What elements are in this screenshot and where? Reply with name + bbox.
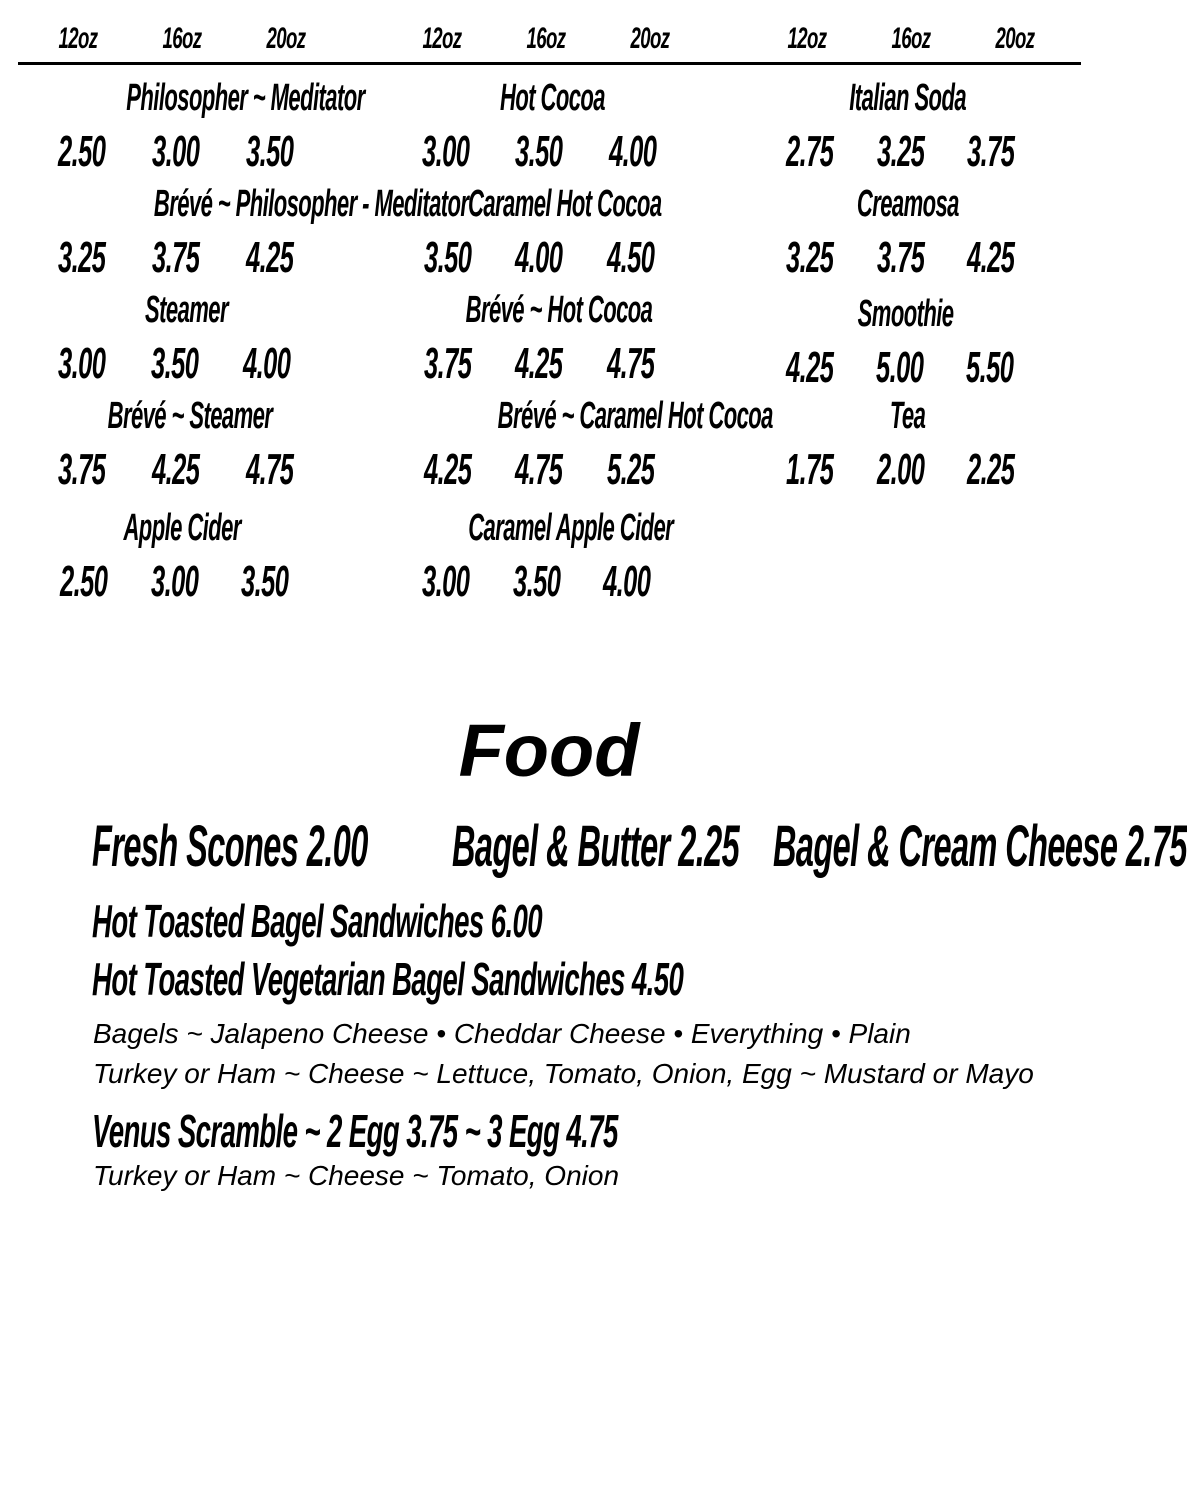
size-16oz: 16oz <box>526 22 566 55</box>
drink-prices <box>58 444 340 496</box>
drink-prices <box>786 444 1058 496</box>
price-20oz: 3.50 <box>241 557 289 606</box>
drink-prices <box>422 556 694 608</box>
drink-item <box>394 506 694 608</box>
price-20oz: 4.75 <box>246 445 294 494</box>
food-item-hot-bagel-sandwich: Hot Toasted Bagel Sandwiches 6.00 <box>92 895 543 947</box>
price-16oz: 3.00 <box>150 557 199 606</box>
price-12oz: 3.00 <box>58 339 106 388</box>
price-12oz: 4.25 <box>786 343 834 392</box>
drink-item <box>758 182 1058 284</box>
drink-prices <box>58 338 336 390</box>
drink-item <box>402 76 702 178</box>
drink-name: Apple Cider <box>123 507 241 549</box>
price-12oz: 3.25 <box>58 233 106 282</box>
bagel-fillings: Turkey or Ham ~ Cheese ~ Lettuce, Tomato, Onion, Egg ~ Mustard or Mayo <box>93 1058 1034 1089</box>
drink-item <box>398 288 698 390</box>
size-header-col1 <box>26 14 338 64</box>
price-20oz: 4.00 <box>603 557 651 606</box>
price-20oz: 5.25 <box>606 445 655 494</box>
price-12oz: 3.50 <box>424 233 472 282</box>
drink-name: Caramel Apple Cider <box>468 507 674 549</box>
size-20oz: 20oz <box>995 22 1035 55</box>
drink-prices <box>422 126 702 178</box>
drink-name: Steamer <box>144 289 228 331</box>
drink-name: Philosopher ~ Meditator <box>126 77 365 119</box>
price-12oz: 3.75 <box>424 339 472 388</box>
bagel-types: Bagels ~ Jalapeno Cheese • Cheddar Cheese • Everything • Plain <box>93 1018 911 1049</box>
price-16oz: 2.00 <box>876 445 925 494</box>
price-12oz: 3.25 <box>786 233 834 282</box>
drink-item <box>40 76 365 178</box>
price-12oz: 3.00 <box>422 127 470 176</box>
price-12oz: 3.00 <box>422 557 470 606</box>
drink-item <box>756 292 1056 394</box>
drink-item <box>36 288 336 390</box>
size-20oz: 20oz <box>266 22 306 55</box>
price-16oz: 3.50 <box>150 339 199 388</box>
drink-prices <box>424 338 698 390</box>
drink-item <box>758 394 1058 496</box>
price-16oz: 4.00 <box>515 233 563 282</box>
price-20oz: 4.25 <box>246 233 294 282</box>
drink-item <box>40 394 340 496</box>
food-item-bagel-butter: Bagel & Butter 2.25 <box>452 814 740 879</box>
size-16oz: 16oz <box>891 22 931 55</box>
size-header-col3 <box>755 14 1067 64</box>
price-12oz: 2.50 <box>58 127 106 176</box>
price-20oz: 3.75 <box>967 127 1015 176</box>
price-20oz: 3.50 <box>246 127 294 176</box>
price-16oz: 3.50 <box>512 557 561 606</box>
drink-prices <box>786 232 1058 284</box>
price-20oz: 4.75 <box>606 339 655 388</box>
drink-prices <box>424 444 698 496</box>
venus-fillings: Turkey or Ham ~ Cheese ~ Tomato, Onion <box>93 1160 620 1191</box>
drink-prices <box>424 232 698 284</box>
price-16oz: 4.25 <box>152 445 200 494</box>
food-item-venus-scramble: Venus Scramble ~ 2 Egg 3.75 ~ 3 Egg 4.75 <box>92 1105 618 1157</box>
price-20oz: 5.50 <box>966 343 1014 392</box>
price-12oz: 4.25 <box>424 445 472 494</box>
drink-name: Caramel Hot Cocoa <box>468 183 662 225</box>
price-12oz: 2.50 <box>60 557 108 606</box>
size-16oz: 16oz <box>162 22 202 55</box>
drink-item <box>398 394 773 496</box>
price-12oz: 3.75 <box>58 445 106 494</box>
drink-prices <box>786 126 1058 178</box>
drink-name: Smoothie <box>858 293 954 335</box>
price-20oz: 4.00 <box>243 339 291 388</box>
price-16oz: 3.25 <box>876 127 925 176</box>
drink-name: Brévé ~ Steamer <box>107 395 273 437</box>
price-12oz: 1.75 <box>786 445 834 494</box>
drink-name: Brévé ~ Hot Cocoa <box>465 289 653 331</box>
size-20oz: 20oz <box>630 22 670 55</box>
food-item-bagel-cream-cheese: Bagel & Cream Cheese 2.75 <box>773 814 1187 879</box>
drink-prices <box>60 556 332 608</box>
food-item-hot-veg-bagel-sandwich: Hot Toasted Vegetarian Bagel Sandwiches 4.50 <box>92 953 684 1005</box>
drink-name: Tea <box>890 395 926 437</box>
drink-prices <box>58 232 340 284</box>
price-16oz: 4.75 <box>515 445 563 494</box>
size-12oz: 12oz <box>58 22 98 55</box>
size-12oz: 12oz <box>787 22 827 55</box>
drink-item <box>758 76 1058 178</box>
drink-prices <box>58 126 340 178</box>
price-20oz: 4.00 <box>608 127 657 176</box>
drink-name: Creamosa <box>857 183 959 225</box>
drink-name: Hot Cocoa <box>499 77 605 119</box>
price-16oz: 3.75 <box>876 233 925 282</box>
size-12oz: 12oz <box>422 22 462 55</box>
price-12oz: 2.75 <box>786 127 834 176</box>
food-section-title: Food <box>458 709 640 792</box>
size-header-col2 <box>390 14 702 64</box>
drink-prices <box>786 342 1056 394</box>
price-16oz: 4.25 <box>515 339 563 388</box>
price-20oz: 4.50 <box>606 233 655 282</box>
price-16oz: 3.75 <box>152 233 200 282</box>
drink-item <box>398 182 698 284</box>
food-item-scones: Fresh Scones 2.00 <box>92 814 368 879</box>
price-20oz: 4.25 <box>967 233 1015 282</box>
drink-name: Brévé ~ Philosopher - Meditator <box>153 183 469 225</box>
drink-name: Italian Soda <box>849 77 967 119</box>
header-divider <box>18 62 1081 65</box>
price-16oz: 3.50 <box>515 127 563 176</box>
price-20oz: 2.25 <box>967 445 1015 494</box>
drink-name: Brévé ~ Caramel Hot Cocoa <box>497 395 773 437</box>
price-16oz: 5.00 <box>876 343 924 392</box>
drink-item <box>32 506 332 608</box>
price-16oz: 3.00 <box>152 127 200 176</box>
